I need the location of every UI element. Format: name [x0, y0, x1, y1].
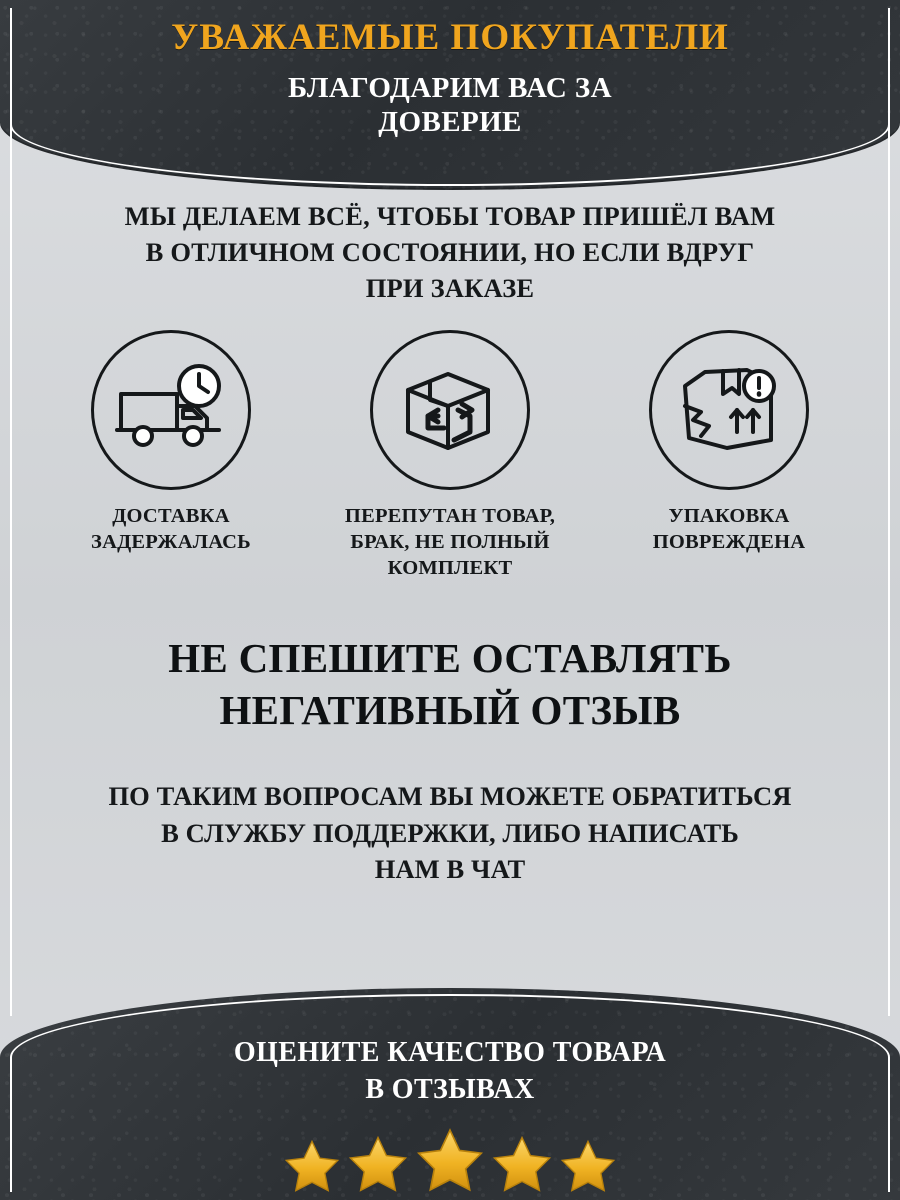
rating-stars[interactable] — [0, 1126, 900, 1194]
caption-line-1: ПЕРЕПУТАН ТОВАР, — [344, 505, 556, 527]
headline-line-1: НЕ СПЕШИТЕ ОСТАВЛЯТЬ — [168, 635, 732, 681]
issue-item-damaged-package — [604, 330, 854, 581]
caption-line-1: УПАКОВКА — [668, 505, 790, 527]
star-icon-2[interactable] — [348, 1134, 408, 1194]
caption-line-3: КОМПЛЕКТ — [387, 556, 513, 579]
header-text-group — [0, 18, 900, 139]
footer-line-2: В ОТЗЫВАХ — [365, 1073, 535, 1105]
intro-line-1: МЫ ДЕЛАЕМ ВСЁ, ЧТОБЫ ТОВАР ПРИШЁЛ ВАМ — [124, 201, 776, 231]
intro-text — [50, 198, 850, 306]
caption-line-1: ДОСТАВКА — [112, 505, 230, 527]
footer-line-1: ОЦЕНИТЕ КАЧЕСТВО ТОВАРА — [233, 1037, 667, 1069]
support-line-3: НАМ В ЧАТ — [374, 854, 526, 885]
header-subtitle-line-1: БЛАГОДАРИМ ВАС ЗА — [288, 71, 612, 104]
caption-line-2: ПОВРЕЖДЕНА — [652, 530, 806, 553]
header-subtitle — [0, 71, 900, 139]
box-return-arrow-icon-circle — [370, 330, 530, 490]
truck-clock-icon — [115, 364, 227, 456]
star-icon-3[interactable] — [416, 1126, 484, 1194]
issue-icons-row — [46, 330, 854, 581]
damaged-package-icon — [675, 360, 783, 460]
main-headline — [40, 632, 860, 737]
box-return-arrow-icon — [392, 360, 508, 460]
caption-line-2: ЗАДЕРЖАЛАСЬ — [91, 530, 251, 553]
page-title: УВАЖАЕМЫЕ ПОКУПАТЕЛИ — [171, 17, 729, 58]
issue-item-delivery-delayed — [46, 330, 296, 581]
header-subtitle-line-2: ДОВЕРИЕ — [378, 105, 522, 138]
damaged-package-icon-circle — [649, 330, 809, 490]
intro-line-2: В ОТЛИЧНОМ СОСТОЯНИИ, НО ЕСЛИ ВДРУГ — [145, 237, 755, 268]
headline-line-2: НЕГАТИВНЫЙ ОТЗЫВ — [219, 687, 681, 734]
star-icon-4[interactable] — [492, 1134, 552, 1194]
issue-caption-damaged-package — [604, 504, 854, 556]
star-icon-5[interactable] — [560, 1138, 616, 1194]
truck-clock-icon-circle — [91, 330, 251, 490]
right-border-rail — [888, 96, 890, 1016]
footer-text-group — [0, 1035, 900, 1108]
issue-caption-wrong-item — [325, 504, 575, 581]
caption-line-2: БРАК, НЕ ПОЛНЫЙ — [350, 530, 550, 553]
support-line-1: ПО ТАКИМ ВОПРОСАМ ВЫ МОЖЕТЕ ОБРАТИТЬСЯ — [108, 781, 792, 811]
star-icon-1[interactable] — [284, 1138, 340, 1194]
support-text — [50, 778, 850, 888]
issue-caption-delivery-delayed — [46, 504, 296, 556]
intro-line-3: ПРИ ЗАКАЗЕ — [365, 273, 535, 304]
issue-item-wrong-item — [325, 330, 575, 581]
support-line-2: В СЛУЖБУ ПОДДЕРЖКИ, ЛИБО НАПИСАТЬ — [161, 817, 739, 848]
left-border-rail — [10, 96, 12, 1016]
